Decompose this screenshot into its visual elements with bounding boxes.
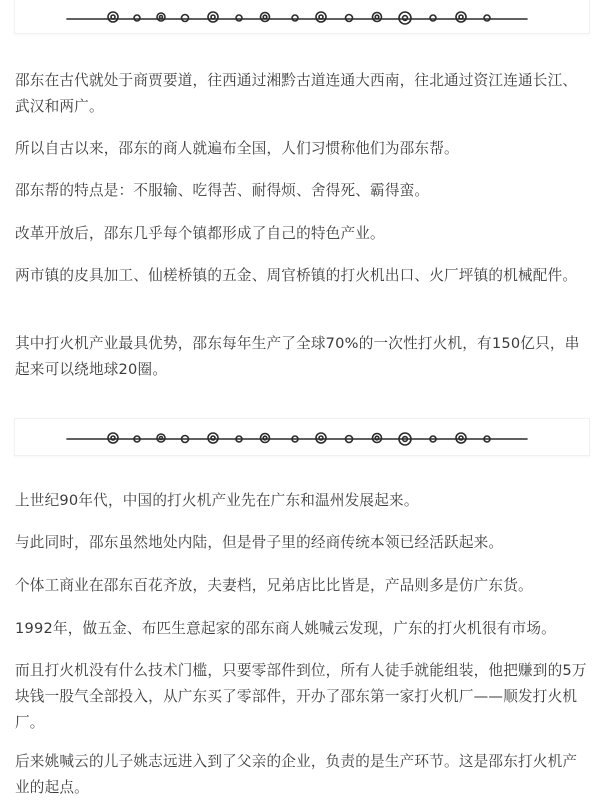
paragraph: 个体工商业在邵东百花齐放，夫妻档，兄弟店比比皆是，产品则多是仿广东货。 <box>15 577 533 594</box>
paragraph: 上世纪90年代，中国的打火机产业先在广东和温州发展起来。 <box>15 492 419 509</box>
paragraph: 后来姚喊云的儿子姚志远进入到了父亲的企业，负责的是生产环节。这是邵东打火机产业的起点。 <box>15 753 578 796</box>
swirl-divider-icon <box>15 0 589 33</box>
paragraph: 其中打火机产业最具优势，邵东每年生产了全球70%的一次性打火机，有150亿只，串起来可以绕地球20圈。 <box>15 335 580 378</box>
section-divider-top <box>14 0 590 34</box>
paragraph: 而且打火机没有什么技术门槛，只要零部件到位，所有人徒手就能组装，他把赚到的5万块钱一股气全部投入，从广东买了零部件，开办了邵东第一家打火机厂——顺发打火机厂。 <box>15 662 587 731</box>
paragraph: 所以自古以来，邵东的商人就遍布全国，人们习惯称他们为邵东帮。 <box>15 140 459 157</box>
paragraph: 邵东帮的特点是：不服输、吃得苦、耐得烦、舍得死、霸得蛮。 <box>15 182 430 199</box>
section-divider <box>14 418 590 456</box>
paragraph: 邵东在古代就处于商贾要道，往西通过湘黔古道连通大西南，往北通过资江连通长江、武汉和两广。 <box>15 72 578 115</box>
paragraph: 两市镇的皮具加工、仙槎桥镇的五金、周官桥镇的打火机出口、火厂坪镇的机械配件。 <box>15 267 578 284</box>
paragraph: 与此同时，邵东虽然地处内陆，但是骨子里的经商传统本领已经活跃起来。 <box>15 534 504 551</box>
paragraph: 1992年，做五金、布匹生意起家的邵东商人姚喊云发现，广东的打火机很有市场。 <box>15 620 556 637</box>
swirl-divider-icon <box>15 419 589 455</box>
paragraph: 改革开放后，邵东几乎每个镇都形成了自己的特色产业。 <box>15 225 385 242</box>
